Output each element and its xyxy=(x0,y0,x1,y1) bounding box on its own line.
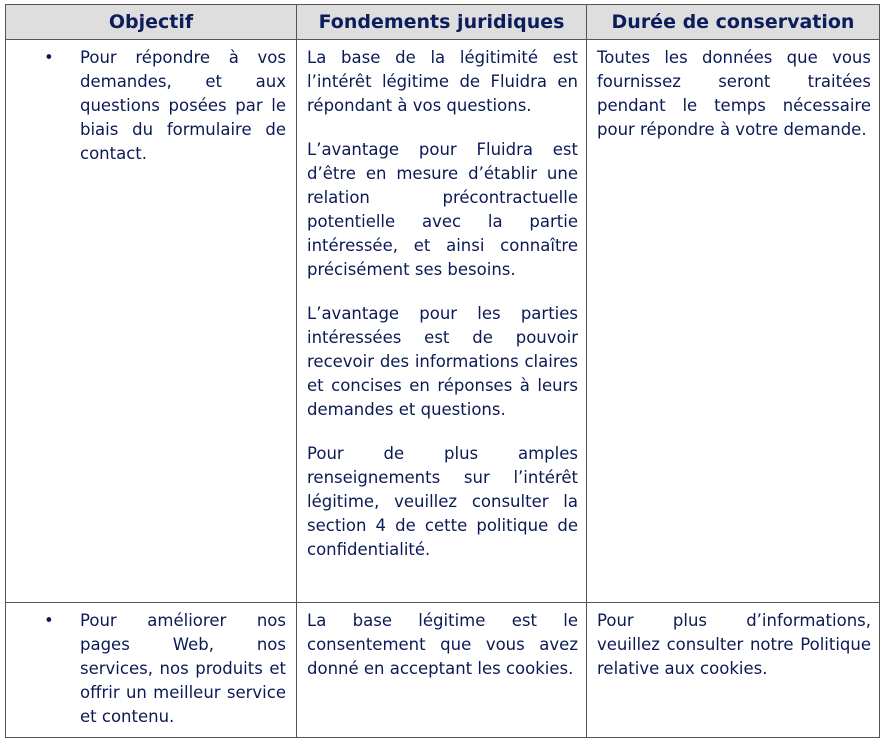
fondements-paragraph: La base légitime est le consentement que vous avez donné en acceptant les cookies. xyxy=(307,611,578,678)
cell-fondements xyxy=(297,40,587,603)
fondements-paragraph: La base de la légitimité est l’intérêt légitime de Fluidra en répondant à vos questions. xyxy=(307,48,578,115)
table-header-row xyxy=(6,5,880,40)
fondements-paragraph: L’avantage pour Fluidra est d’être en mesure d’établir une relation précontractuelle potentielle avec la partie intéressée, et ainsi connaître précisément ses besoins. xyxy=(307,140,578,279)
cell-fondements xyxy=(297,603,587,738)
cell-duree xyxy=(587,40,880,603)
header-duree-conservation: Durée de conservation xyxy=(587,5,880,40)
data-processing-table xyxy=(5,4,880,738)
table-row xyxy=(6,40,880,603)
bullet-icon: • xyxy=(44,611,54,630)
fondements-paragraph: L’avantage pour les parties intéressées est de pouvoir recevoir des informations claires et concises en réponses à leurs demandes et questions. xyxy=(307,304,578,419)
header-fondements-juridiques: Fondements juridiques xyxy=(297,5,587,40)
header-objectif: Objectif xyxy=(6,5,297,40)
fondements-paragraph: Pour de plus amples renseignements sur l’intérêt légitime, veuillez consulter la section 4 de cette politique de confidentialité. xyxy=(307,444,578,559)
cell-objectif xyxy=(6,603,297,738)
objectif-text: Pour améliorer nos pages Web, nos services, nos produits et offrir un meilleur service et contenu. xyxy=(80,611,286,726)
table-row xyxy=(6,603,880,738)
cell-duree xyxy=(587,603,880,738)
objectif-text: Pour répondre à vos demandes, et aux questions posées par le biais du formulaire de contact. xyxy=(80,48,286,163)
bullet-icon: • xyxy=(44,48,54,67)
cell-objectif xyxy=(6,40,297,603)
duree-text: Toutes les données que vous fournissez seront traitées pendant le temps nécessaire pour répondre à votre demande. xyxy=(597,48,871,139)
duree-text: Pour plus d’informations, veuillez consulter notre Politique relative aux cookies. xyxy=(597,611,871,678)
